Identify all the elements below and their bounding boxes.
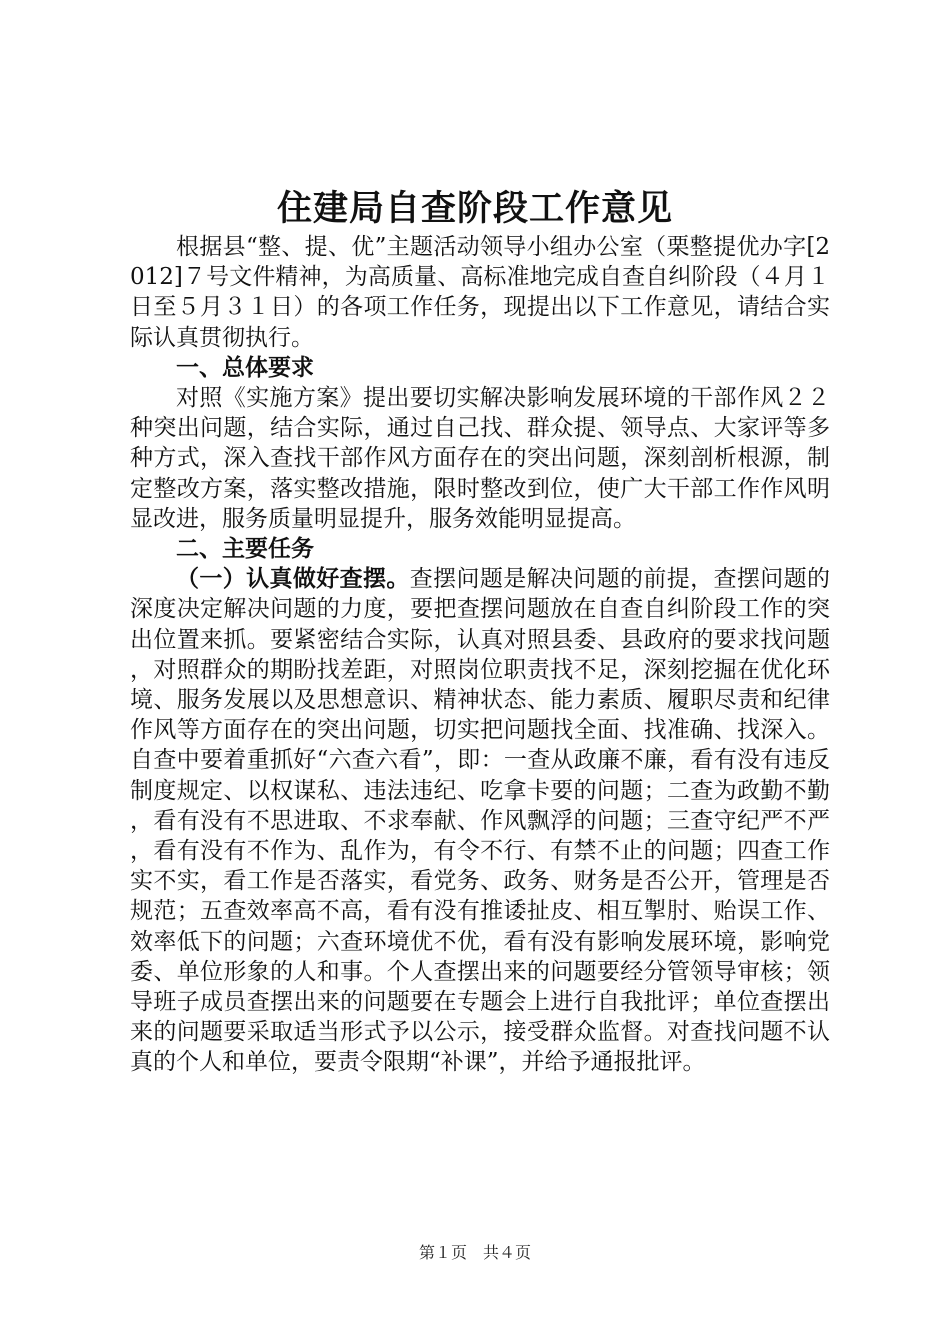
section-heading-main-tasks: 二、主要任务 [176, 536, 314, 563]
overall-requirements-paragraph: 对照《实施方案》提出要切实解决影响发展环境的干部作风２２种突出问题，结合实际，通过自己找、群众提、领导点、大家评等多种方式，深入查找干部作风方面存在的突出问题，深刻剖析根源，制定整改方案，落实整改措施，限时整改到位，使广大干部工作作风明显改进，服务质量明显提升，服务效能明显提高。 [130, 385, 830, 532]
self-check-text: 查摆问题是解决问题的前提，查摆问题的深度决定解决问题的力度，要把查摆问题放在自查自纠阶段工作的突出位置来抓。要紧密结合实际，认真对照县委、县政府的要求找问题，对照群众的期盼找差距，对照岗位职责找不足，深刻挖掘在优化环境、服务发展以及思想意识、精神状态、能力素质、履职尽责和纪律作风等方面存在的突出问题，切实把问题找全面、找准确、找深入。自查中要着重抓好“六查六看”，即：一查从政廉不廉，看有没有违反制度规定、以权谋私、违法违纪、吃拿卡要的问题；二查为政勤不勤，看有没有不思进取、不求奉献、作风飘浮的问题；三查守纪严不严，看有没有不作为、乱作为，有令不行、有禁不止的问题；四查工作实不实，看工作是否落实，看党务、政务、财务是否公开，管理是否规范；五查效率高不高，看有没有推诿扯皮、相互掣肘、贻误工作、效率低下的问题；六查环境优不优，看有没有影响发展环境，影响党委、单位形象的人和事。个人查摆出来的问题要经分管领导审核；领导班子成员查摆出来的问题要在专题会上进行自我批评；单位查摆出来的问题要采取适当形式予以公示，接受群众监督。对查找问题不认真的个人和单位，要责令限期“补课”，并给予通报批评。 [130, 566, 831, 1076]
page-number-footer: 第１页 共４页 [418, 1243, 531, 1262]
intro-paragraph: 根据县“整、提、优”主题活动领导小组办公室（栗整提优办字[2012]７号文件精神，为高质量、高标准地完成自查自纠阶段（４月１日至５月３１日）的各项工作任务，现提出以下工作意见，请结合实际认真贯彻执行。 [130, 234, 830, 351]
document-title: 住建局自查阶段工作意见 [276, 189, 673, 229]
section-heading-overall-requirements: 一、总体要求 [176, 354, 314, 381]
document-body [130, 232, 830, 1078]
subsection-heading-self-check: （一）认真做好查摆。 [176, 566, 410, 593]
main-tasks-paragraph [130, 564, 830, 1077]
